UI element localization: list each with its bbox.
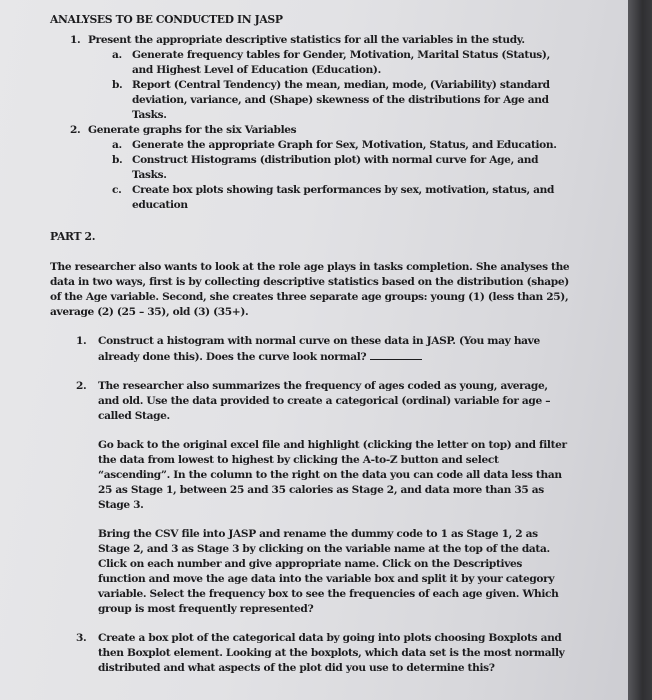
subitem-text: Create box plots showing task performances by sex, motivation, status, and education — [132, 184, 555, 211]
question-paragraph: Bring the CSV file into JASP and rename the dummy code to 1 as Stage 1, 2 as Stage 2, and 3 as Stage 3 by clicking on the variable name at the top of the data. Click on each number and give appropriate name. Click on the Descriptives function and move the age data into the variable box and split it by your category variable. Select the frequency box to see the frequencies of each age given. Which group is most frequently represented? — [98, 528, 559, 615]
subitem-text: Generate frequency tables for Gender, Motivation, Marital Status (Status), and Highest Level of Education (Education). — [132, 49, 550, 76]
question-paragraph: The researcher also summarizes the frequency of ages coded as young, average, and old. Use the data provided to create a categorical (ordinal) variable for age – called Stage. — [98, 380, 551, 422]
analysis-subitem-1a — [50, 48, 570, 78]
question-number: 1. — [76, 335, 87, 347]
question-paragraph — [98, 334, 570, 365]
subitem-text: Generate the appropriate Graph for Sex, Motivation, Status, and Education. — [132, 139, 557, 151]
question-number: 3. — [76, 632, 87, 644]
subitem-letter: b. — [112, 79, 123, 91]
analysis-subitem-2c — [50, 183, 570, 213]
part-2-intro: The researcher also wants to look at the role age plays in tasks completion. She analyses the data in two ways, first is by collecting descriptive statistics based on the distribution (shape) of the Age variable. Second, she creates three separate age groups: young (1) (less than 25), average (2) (25 – 35), old (3) (35+). — [50, 261, 570, 318]
question-paragraph: Create a box plot of the categorical data by going into plots choosing Boxplots and then Boxplot element. Looking at the boxplots, which data set is the most normally distributed and what aspects of the plot did you use to determine this? — [98, 632, 565, 674]
analysis-item-1 — [50, 33, 570, 48]
item-text: Present the appropriate descriptive statistics for all the variables in the study. — [88, 34, 525, 46]
subitem-text: Report (Central Tendency) the mean, median, mode, (Variability) standard deviation, variance, and (Shape) skewness of the distributions for Age and Tasks. — [132, 79, 550, 121]
item-number: 1. — [70, 34, 81, 46]
subitem-letter: b. — [112, 154, 123, 166]
answer-blank — [370, 349, 422, 360]
item-number: 2. — [70, 124, 81, 136]
page-edge-shadow — [628, 0, 652, 700]
analysis-item-2 — [50, 123, 570, 138]
subitem-letter: a. — [112, 49, 122, 61]
question-1 — [50, 334, 570, 365]
question-number: 2. — [76, 380, 87, 392]
question-3 — [50, 631, 570, 676]
subitem-letter: a. — [112, 139, 122, 151]
document-title: ANALYSES TO BE CONDUCTED IN JASP — [50, 13, 283, 26]
analysis-subitem-2a — [50, 138, 570, 153]
analysis-subitem-2b — [50, 153, 570, 183]
part-2-title: PART 2. — [50, 230, 96, 243]
question-paragraph: Go back to the original excel file and highlight (clicking the letter on top) and filter the data from lowest to highest by clicking the A-to-Z button and select “ascending”. In the column to the right on the data you can code all data less than 25 as Stage 1, between 25 and 35 calories as Stage 2, and data more than 35 as Stage 3. — [98, 439, 567, 511]
item-text: Generate graphs for the six Variables — [88, 124, 297, 136]
question-2 — [50, 379, 570, 617]
subitem-letter: c. — [112, 184, 122, 196]
subitem-text: Construct Histograms (distribution plot) with normal curve for Age, and Tasks. — [132, 154, 539, 181]
question-text: Construct a histogram with normal curve on these data in JASP. (You may have already done this). Does the curve look normal? — [98, 335, 540, 363]
document-content — [50, 12, 570, 690]
analysis-subitem-1b — [50, 78, 570, 123]
